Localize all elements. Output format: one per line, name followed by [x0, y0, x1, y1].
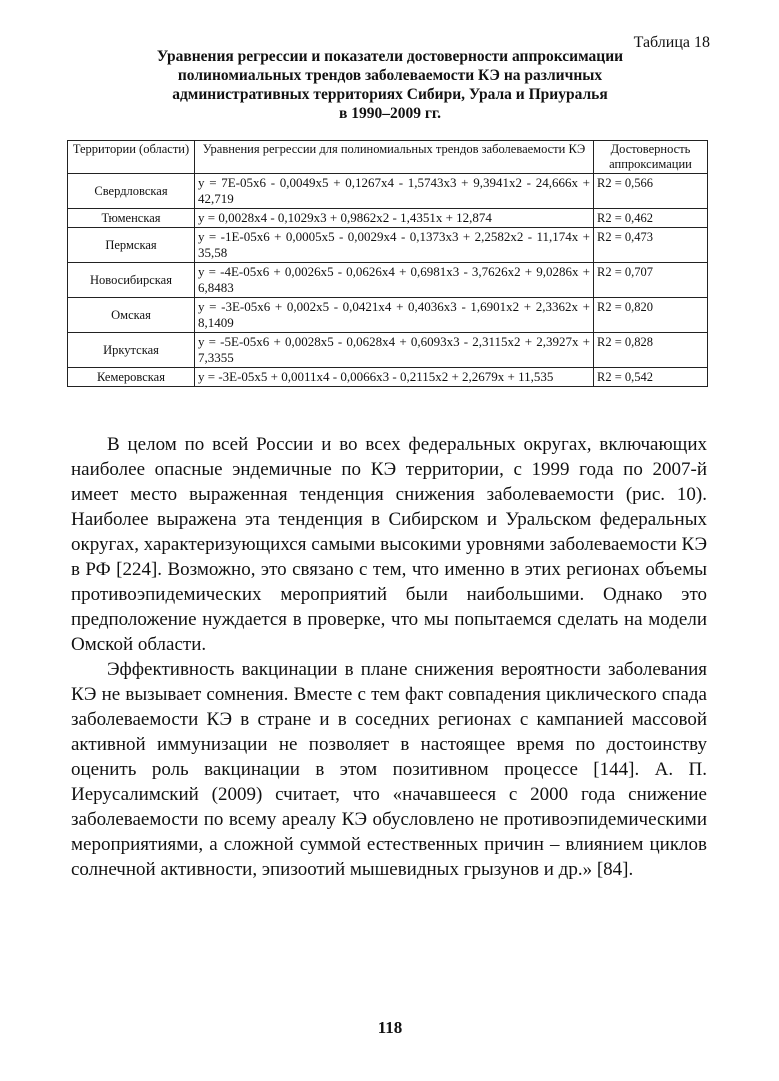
region-cell: Кемеровская	[68, 368, 195, 387]
header-equation: Уравнения регрессии для полиномиальных трендов заболеваемости КЭ	[195, 141, 594, 174]
region-cell: Новосибирская	[68, 263, 195, 298]
page-number: 118	[377, 1018, 403, 1037]
region-cell: Свердловская	[68, 174, 195, 209]
paragraph: Эффективность вакцинации в плане снижения вероятности заболевания КЭ не вызывает сомнения. Вместе с тем факт совпадения циклического спада заболеваемости КЭ в стране и в соседних регионах с кампанией массовой активной иммунизации не позволяет в настоящее время по достоинству оценить роль вакцинации в этом позитивном процессе [144]. А. П. Иерусалимский (2009) считает, что «начавшееся с 2000 года снижение заболеваемости по всему ареалу КЭ обусловлено не противоэпидемическими мероприятиями, а сложной суммой естественных причин – влиянием циклов солнечной активности, эпизоотий мышевидных грызунов и др.» [84].	[71, 659, 707, 880]
r2-cell: R2 = 0,473	[594, 228, 708, 263]
region-cell: Иркутская	[68, 333, 195, 368]
paragraph: В целом по всей России и во всех федеральных округах, включающих наиболее опасные эндемичные по КЭ территории, с 1999 года по 2007-й имеет место выраженная тенденция снижения заболеваемости (рис. 10). Наиболее выражена эта тенденция в Сибирском и Уральском федеральных округах, характеризующихся самыми высокими уровнями заболеваемости КЭ в РФ [224]. Возможно, это связано с тем, что именно в этих регионах объемы противоэпидемических мероприятий были наибольшими. Однако это предположение нуждается в проверке, что мы попытаемся сделать на модели Омской области.	[71, 434, 707, 655]
r2-cell: R2 = 0,542	[594, 368, 708, 387]
table-row	[68, 263, 708, 298]
table-title-line: полиномиальных трендов заболеваемости КЭ на различных	[177, 67, 603, 84]
equation-cell: y = -3E-05x5 + 0,0011x4 - 0,0066x3 - 0,2115x2 + 2,2679x + 11,535	[195, 368, 594, 387]
table-title-line: административных территориях Сибири, Урала и Приуралья	[172, 86, 608, 103]
equation-cell: y = 7E-05x6 - 0,0049x5 + 0,1267x4 - 1,5743x3 + 9,3941x2 - 24,666x + 42,719	[195, 174, 594, 209]
table-label: Таблица 18	[633, 34, 710, 51]
table-title-line: в 1990–2009 гг.	[338, 105, 442, 122]
equation-cell: y = 0,0028x4 - 0,1029x3 + 0,9862x2 - 1,4351x + 12,874	[195, 209, 594, 228]
region-cell: Омская	[68, 298, 195, 333]
header-territory: Территории (области)	[68, 141, 195, 174]
r2-cell: R2 = 0,820	[594, 298, 708, 333]
table-title	[100, 47, 680, 123]
region-cell: Пермская	[68, 228, 195, 263]
r2-cell: R2 = 0,462	[594, 209, 708, 228]
header-r2: Достоверность аппроксимации	[594, 141, 708, 174]
table-row	[68, 368, 708, 387]
r2-cell: R2 = 0,707	[594, 263, 708, 298]
table-title-line: Уравнения регрессии и показатели достоверности аппроксимации	[156, 48, 624, 65]
region-cell: Тюменская	[68, 209, 195, 228]
r2-cell: R2 = 0,828	[594, 333, 708, 368]
table-row	[68, 228, 708, 263]
equation-cell: y = -1E-05x6 + 0,0005x5 - 0,0029x4 - 0,1373x3 + 2,2582x2 - 11,174x + 35,58	[195, 228, 594, 263]
table-row	[68, 298, 708, 333]
equation-cell: y = -5E-05x6 + 0,0028x5 - 0,0628x4 + 0,6093x3 - 2,3115x2 + 2,3927x + 7,3355	[195, 333, 594, 368]
table-row	[68, 174, 708, 209]
table-row	[68, 333, 708, 368]
equation-cell: y = -3E-05x6 + 0,002x5 - 0,0421x4 + 0,4036x3 - 1,6901x2 + 2,3362x + 8,1409	[195, 298, 594, 333]
r2-cell: R2 = 0,566	[594, 174, 708, 209]
regression-table	[67, 140, 708, 387]
body-text	[71, 432, 707, 882]
equation-cell: y = -4E-05x6 + 0,0026x5 - 0,0626x4 + 0,6981x3 - 3,7626x2 + 9,0286x + 6,8483	[195, 263, 594, 298]
table-header-row	[68, 141, 708, 174]
table-row	[68, 209, 708, 228]
